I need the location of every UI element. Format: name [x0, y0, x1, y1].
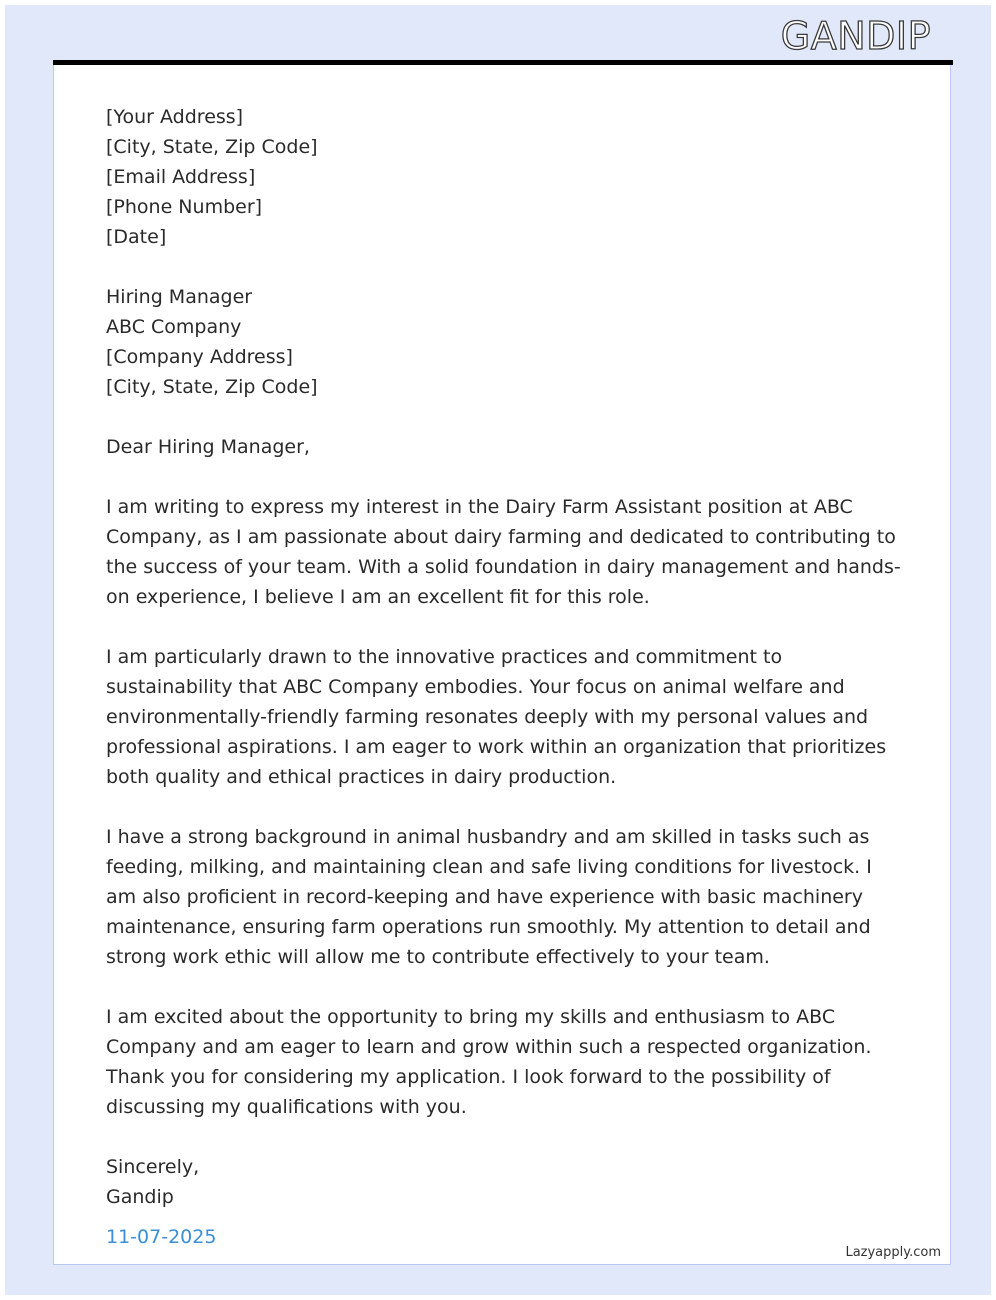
sender-email: [Email Address]	[106, 166, 256, 188]
letter-body	[106, 102, 906, 1252]
recipient-name: Hiring Manager	[106, 286, 253, 308]
body-paragraph: I am particularly drawn to the innovative practices and commitment to sustainability that ABC Company embodies. Your focus on animal welfare and environmentally-friendly farming resonates deeply with my personal values and professional aspirations. I am eager to work within an organization that prioritizes both quality and ethical practices in dairy production.	[106, 646, 887, 788]
body-paragraph: I am excited about the opportunity to bring my skills and enthusiasm to ABC Company and am eager to learn and grow within such a respected organization. Thank you for considering my application. I look forward to the possibility of discussing my qualifications with you.	[106, 1006, 872, 1118]
signature: Gandip	[106, 1186, 174, 1208]
recipient-company: ABC Company	[106, 316, 242, 338]
recipient-city-state-zip: [City, State, Zip Code]	[106, 376, 318, 398]
body-paragraph: I am writing to express my interest in the Dairy Farm Assistant position at ABC Company, as I am passionate about dairy farming and dedicated to contributing to the success of your team. With a solid foundation in dairy management and hands-on experience, I believe I am an excellent fit for this role.	[106, 496, 901, 608]
footer-date: 11-07-2025	[106, 1226, 217, 1248]
salutation: Dear Hiring Manager,	[106, 436, 310, 458]
sender-date: [Date]	[106, 226, 167, 248]
closing: Sincerely,	[106, 1156, 200, 1178]
sender-city-state-zip: [City, State, Zip Code]	[106, 136, 318, 158]
body-paragraph: I have a strong background in animal husbandry and am skilled in tasks such as feeding, milking, and maintaining clean and safe living conditions for livestock. I am also proficient in record-keeping and have experience with basic machinery maintenance, ensuring farm operations run smoothly. My attention to detail and strong work ethic will allow me to contribute effectively to your team.	[106, 826, 872, 968]
letter-sheet	[53, 65, 951, 1265]
sender-address: [Your Address]	[106, 106, 244, 128]
footer-watermark: Lazyapply.com	[845, 1245, 941, 1260]
recipient-company-address: [Company Address]	[106, 346, 293, 368]
page-background	[5, 5, 991, 1295]
sender-phone: [Phone Number]	[106, 196, 263, 218]
brand-logo: GANDIP	[780, 14, 931, 58]
